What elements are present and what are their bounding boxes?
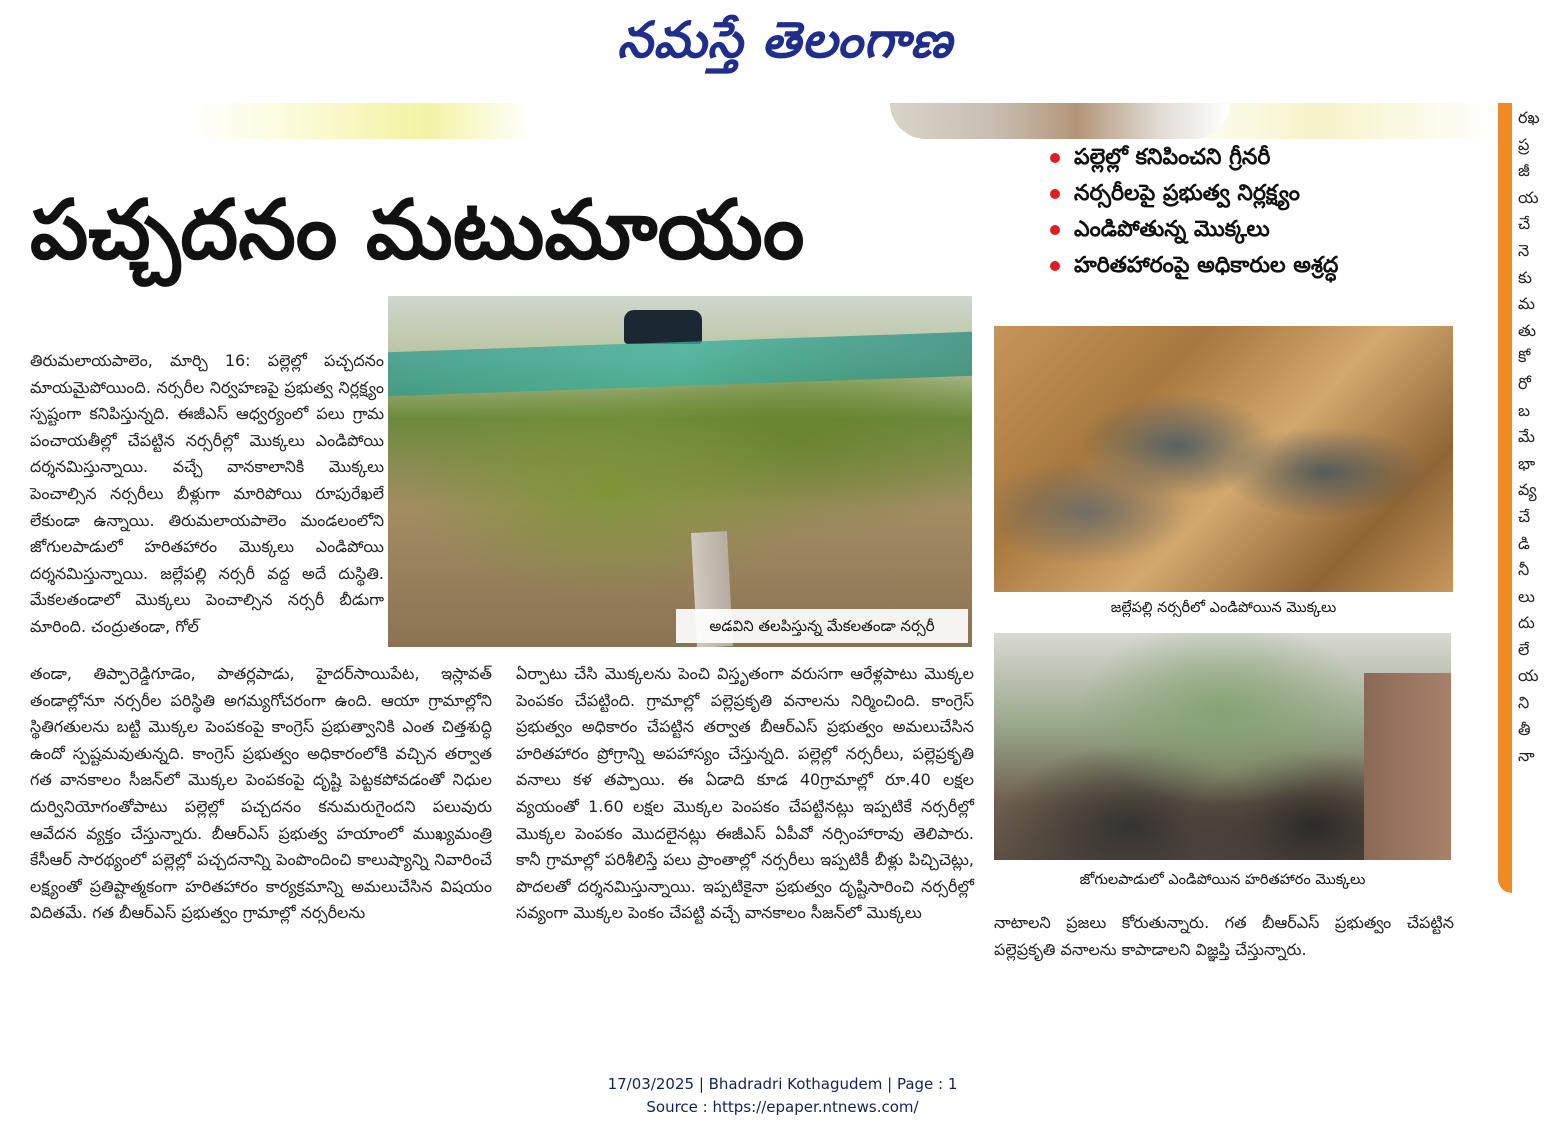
- edge-column-fragment: జీ: [1518, 161, 1530, 181]
- edge-column-fragment: లే: [1518, 639, 1530, 659]
- photo-caption-main: అడవిని తలపిస్తున్న మేకలతండా నర్సరీ: [676, 609, 968, 643]
- edge-column-fragment: డి: [1518, 533, 1530, 553]
- edge-column-fragment: నె: [1518, 240, 1530, 260]
- edge-column-fragment: రఖ: [1518, 108, 1540, 127]
- edge-column-fragment: కో: [1518, 347, 1531, 367]
- edge-column-fragment: బ: [1518, 400, 1531, 420]
- water-tank-shape: [624, 310, 702, 344]
- edge-column-fragment: తీ: [1518, 719, 1531, 739]
- page-footer-info: 17/03/2025 | Bhadradri Kothagudem | Page : 1: [607, 1075, 958, 1093]
- article-column-1-top: తిరుమలాయపాలెం, మార్చి 16: పల్లెల్లో పచ్చదనం మాయమైపోయింది. నర్సరీల నిర్వహణపై ప్రభుత్వ నిర్లక్ష్యం స్పష్టంగా కనిపిస్తున్నది. ఈజీఎస్ ఆధ్వర్యంలో పలు గ్రామ పంచాయతీల్లో చేపట్టిన నర్సరీల్లో మొక్కలు ఎండిపోయి దర్శనమిస్తున్నాయి. వచ్చే వానకాలానికి మొక్కలు పెంచాల్సిన నర్సరీలు బీళ్లుగా మారిపోయి రూపురేఖలే లేకుండా ఉన్నాయి. తిరుమలాయపాలెం మండలంలోని జోగులపాడులో హరితహారం మొక్కలు ఎండిపోయి దర్శనమిస్తున్నాయి. జల్లేపల్లి నర్సరీ వద్ద అదే దుస్థితి. మేకలతండాలో మొక్కలు పెంచాల్సిన నర్సరీ బీడుగా మారింది. చంద్రుతండా, గోల్: [30, 351, 384, 636]
- bullet-dot-icon: [1050, 261, 1060, 271]
- edge-column-fragment: వ్య: [1518, 480, 1537, 500]
- edge-column-fragment: మే: [1518, 427, 1535, 447]
- article-column-3: నాటాలని ప్రజలు కోరుతున్నారు. గత బీఆర్‌ఎస్ ప్రభుత్వం చేపట్టిన పల్లెప్రకృతి వనాలను కాపాడాలని విజ్ఞప్తి చేస్తున్నారు.: [994, 913, 1454, 959]
- edge-column-fragment: కు: [1518, 267, 1532, 287]
- article-headline: పచ్చదనం మటుమాయం: [30, 183, 805, 278]
- bullet-item: [1046, 248, 1466, 284]
- bullet-item: [1046, 140, 1466, 176]
- edge-column-fragment: నీ: [1518, 560, 1530, 580]
- bullet-text: హరితహారంపై అధికారుల అశ్రద్ధ: [1074, 253, 1339, 278]
- adjacent-article-edge: [1518, 105, 1565, 895]
- decorative-header-strip: [190, 103, 1500, 139]
- bullet-dot-icon: [1050, 153, 1060, 163]
- newspaper-masthead: నమస్తే తెలంగాణ: [617, 10, 953, 69]
- bullet-text: పల్లెల్లో కనిపించని గ్రీనరీ: [1074, 145, 1271, 170]
- haritha-haram-plants-photo: [994, 633, 1451, 860]
- edge-column-fragment: రో: [1518, 373, 1531, 393]
- highlight-bullets: [1046, 140, 1466, 284]
- bullet-dot-icon: [1050, 189, 1060, 199]
- edge-column-fragment: లు: [1518, 586, 1535, 606]
- bullet-text: ఎండిపోతున్న మొక్కలు: [1074, 217, 1270, 242]
- photo-caption-right-bottom: జోగులపాడులో ఎండిపోయిన హరితహారం మొక్కలు: [1079, 872, 1366, 888]
- edge-column-fragment: ని: [1518, 693, 1530, 713]
- header-strip-photo: [890, 103, 1230, 139]
- edge-column-fragment: చే: [1518, 214, 1531, 234]
- green-shade-net-shape: [388, 332, 972, 396]
- dried-plants-photo: [994, 326, 1453, 592]
- bullet-item: [1046, 212, 1466, 248]
- page-footer-source: Source : https://epaper.ntnews.com/: [646, 1098, 919, 1116]
- bullet-text: నర్సరీలపై ప్రభుత్వ నిర్లక్ష్యం: [1074, 181, 1300, 206]
- accent-divider-bar: [1498, 103, 1512, 893]
- edge-column-fragment: నా: [1518, 746, 1535, 766]
- nursery-photo-main: [388, 296, 972, 647]
- photo-caption-right-top: జల్లేపల్లి నర్సరీలో ఎండిపోయిన మొక్కలు: [1110, 600, 1337, 616]
- edge-column-fragment: య: [1518, 187, 1539, 207]
- edge-column-fragment: య: [1518, 666, 1539, 686]
- edge-column-fragment: తు: [1518, 320, 1536, 340]
- edge-column-fragment: ప్ర: [1518, 134, 1530, 154]
- edge-column-fragment: మ: [1518, 294, 1535, 314]
- edge-column-fragment: దు: [1518, 613, 1535, 633]
- bullet-item: [1046, 176, 1466, 212]
- article-column-2: ఏర్పాటు చేసి మొక్కలను పెంచి విస్తృతంగా వరుసగా ఆరేళ్లపాటు మొక్కల పెంపకం చేపట్టింది. గ్రామాల్లో పల్లెప్రకృతి వనాలను నిర్మించింది. కాంగ్రెస్ ప్రభుత్వం అధికారం చేపట్టిన తర్వాత బీఆర్‌ఎస్ ప్రభుత్వం అమలుచేసిన హరితహారం ప్రోగ్రాన్ని అపహాస్యం చేస్తున్నది. పల్లెల్లో నర్సరీలు, పల్లెప్రకృతి వనాలు కళ తప్పాయి. ఈ ఏడాది కూడ 40గ్రామాల్లో రూ.40 లక్షల వ్యయంతో 1.60 లక్షల మొక్కల పెంపకం చేపట్టినట్లు ఇప్పటికే నర్సరీల్లో మొక్కల పెంపకం మొదలైనట్లు ఈజీఎస్ ఏపీవో నర్సింహారావు తెలిపారు. కానీ గ్రామాల్లో పరిశీలిస్తే పలు ప్రాంతాల్లో నర్సరీలు ఇప్పటికీ బీళ్లు పిచ్చిచెట్లు, పొదలతో దర్శనమిస్తున్నాయి. ఇప్పటికైనా ప్రభుత్వం దృష్టిసారించి నర్సరీల్లో సవ్యంగా మొక్కల పెంకం చేపట్టి వచ్చే వానకాలం సీజన్‌లో మొక్కలు: [516, 664, 974, 923]
- edge-column-fragment: చే: [1518, 506, 1531, 526]
- bullet-dot-icon: [1050, 225, 1060, 235]
- article-column-1-bottom: తండా, తిప్పారెడ్డిగూడెం, పాతర్లపాడు, హైదర్‌సాయిపేట, ఇస్లావత్ తండాల్లోనూ నర్సరీల పరిస్థితి అగమ్యగోచరంగా ఉంది. ఆయా గ్రామాల్లోని స్థితిగతులను బట్టి మొక్కల పెంపకంపై కాంగ్రెస్ ప్రభుత్వానికి ఎంత చిత్తశుద్ధి ఉందో స్పష్టమవుతున్నది. కాంగ్రెస్ ప్రభుత్వం అధికారంలోకి వచ్చిన తర్వాత గత వానకాలం సీజన్‌లో మొక్కల పెంపకంపై దృష్టి పెట్టకపోవడంతో నిధుల దుర్వినియోగంతోపాటు పల్లెల్లో పచ్చదనం కనుమరుగైందని పలువురు ఆవేదన వ్యక్తం చేస్తున్నారు. బీఆర్‌ఎస్ ప్రభుత్వ హయాంలో ముఖ్యమంత్రి కేసీఆర్ సారథ్యంలో పల్లెల్లో పచ్చదనాన్ని పెంపొందించి కాలుష్యాన్ని నివారించే లక్ష్యంతో ప్రతిష్టాత్మకంగా హరితహారం కార్యక్రమాన్ని అమలుచేసిన విషయం విదితమే. గత బీఆర్‌ఎస్ ప్రభుత్వం గ్రామాల్లో నర్సరీలను: [30, 664, 492, 923]
- edge-column-fragment: భా: [1518, 453, 1536, 473]
- brick-wall-shape: [1364, 673, 1451, 860]
